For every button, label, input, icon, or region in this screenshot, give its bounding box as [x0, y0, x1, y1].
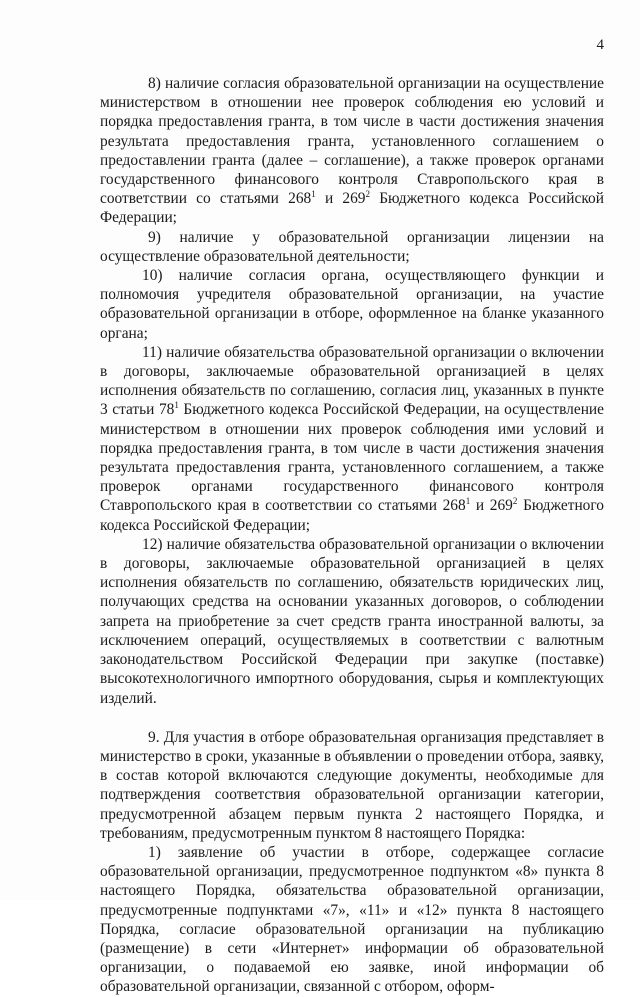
paragraph-item-12: 12) наличие обязательства образовательной организации о включении в договоры, заключаемые образовательной организацией в целях исполнения обязательств по соглашению, обязательств юридических лиц, получающих средства на основании указанных договоров, о соблюдении запрета на приобретение за счет средств гранта иностранной валюты, за исключением операций, осуществляемых в соответствии с валютным законодательством Российской Федерации при закупке (поставке) высокотехнологичного импортного оборудования, сырья и комплектующих изделий.: [100, 535, 604, 707]
paragraph-subitem-1: 1) заявление об участии в отборе, содержащее согласие образовательной организации, предусмотренное подпунктом «8» пункта 8 настоящего Порядка, обязательства образовательной организации, предусмотренные подпунктами «7», «11» и «12» пункта 8 настоящего Порядка, согласие образовательной организации на публикацию (размещение) в сети «Интернет» информации об образовательной организации, о подаваемой ею заявке, иной информации об образовательной организации, связанной с отбором, оформ-: [100, 843, 604, 996]
paragraph-item-10: 10) наличие согласия органа, осуществляющего функции и полномочия учредителя образовательной организации, на участие образовательной организации в отборе, оформленное на бланке указанного органа;: [100, 267, 604, 342]
page-number: 4: [596, 37, 604, 53]
paragraph-section-9: 9. Для участия в отборе образовательная организация представляет в министерство в сроки, указанные в объявлении о проведении отбора, заявку, в состав которой включаются следующие документы, необходимые для подтверждения соответствия образовательной организации категории, предусмотренной абзацем первым пункта 2 настоящего Порядка, и требованиям, предусмотренным пунктом 8 настоящего Порядка:: [100, 728, 604, 842]
document-body: [100, 74, 604, 997]
paragraph-item-11: 11) наличие обязательства образовательной организации о включении в договоры, заключаемые образовательной организацией в целях исполнения обязательств по соглашению, согласия лиц, указанных в пункте 3 статьи $78^1$ Бюджетного кодекса Российской Федерации, на осуществление министерством в отношении них проверок соблюдения ими условий и порядка предоставления гранта, в том числе в части достижения значения результата предоставления гранта, установленного соглашением, а также проверок органами государственного финансового контроля Ставропольского края в соответствии со статьями $268^1$ и $269^2$ Бюджетного кодекса Российской Федерации;: [100, 343, 604, 534]
paragraph-item-8: 8) наличие согласия образовательной организации на осуществление министерством в отношении нее проверок соблюдения ею условий и порядка предоставления гранта, в том числе в части достижения значения результата предоставления гранта, установленного соглашением о предоставлении гранта (далее – соглашение), а также проверок органами государственного финансового контроля Ставропольского края в соответствии со статьями $268^1$ и $269^2$ Бюджетного кодекса Российской Федерации;: [100, 75, 604, 227]
paragraph-item-9: 9) наличие у образовательной организации лицензии на осуществление образовательной деятельности;: [100, 228, 604, 265]
